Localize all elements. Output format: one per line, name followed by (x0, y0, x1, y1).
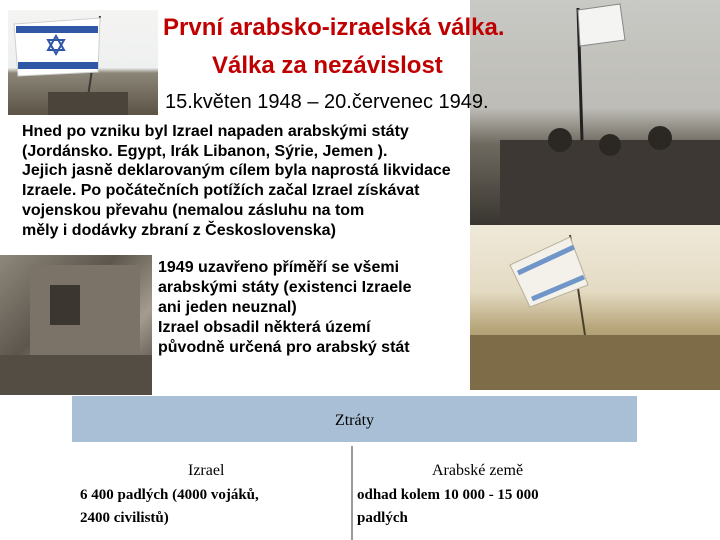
text-line: Izrael obsadil některá území (158, 319, 371, 336)
ruins-photo (0, 255, 152, 395)
column-divider (351, 446, 353, 540)
text-line: Hned po vzniku byl Izrael napaden arabskými státy (22, 123, 409, 140)
israel-column-title: Izrael (188, 462, 225, 479)
text-line: arabskými státy (existenci Izraele (158, 279, 412, 296)
table-header (72, 396, 637, 442)
flag-raising-photo (470, 0, 720, 240)
soldiers-flag-photo (470, 225, 720, 390)
date-range: 15.květen 1948 – 20.červenec 1949. (165, 91, 489, 113)
ruins-drawing (0, 255, 152, 395)
text-line: původně určená pro arabský stát (158, 339, 410, 356)
text-line: 1949 uzavřeno příměří se všemi (158, 259, 400, 276)
paragraph-attack (22, 122, 409, 162)
text-line: 6 400 padlých (4000 vojáků, (80, 487, 259, 503)
text-line: odhad kolem 10 000 - 15 000 (357, 487, 539, 503)
paragraph-goal (22, 161, 451, 241)
text-line: ani jeden neuznal) (158, 299, 297, 316)
text-line: 2400 civilistů) (80, 510, 169, 526)
text-line: vojenskou převahu (nemalou zásluhu na tom (22, 202, 365, 219)
losses-table (72, 396, 637, 540)
arab-losses (357, 484, 539, 530)
flag-raising-drawing (470, 0, 720, 240)
table-header-label: Ztráty (334, 412, 375, 429)
text-line: Jejich jasně deklarovaným cílem byla naprostá likvidace (22, 162, 451, 179)
text-line: Izraele. Po počátečních potížích začal Izrael získávat (22, 182, 420, 199)
text-line: (Jordánsko. Egypt, Irák Libanon, Sýrie, Jemen ). (22, 143, 388, 160)
text-line: padlých (357, 510, 408, 526)
title-line-2: Válka za nezávislost (212, 52, 443, 79)
israeli-flag-photo (8, 10, 158, 115)
text-line: měly i dodávky zbraní z Československa) (22, 222, 336, 239)
israel-losses (80, 484, 259, 530)
flag-photo-drawing (8, 10, 158, 115)
title-line-1: První arabsko-izraelská válka. (163, 14, 505, 41)
paragraph-armistice (158, 258, 411, 358)
arab-column-title: Arabské země (432, 462, 524, 479)
soldiers-drawing (470, 225, 720, 390)
